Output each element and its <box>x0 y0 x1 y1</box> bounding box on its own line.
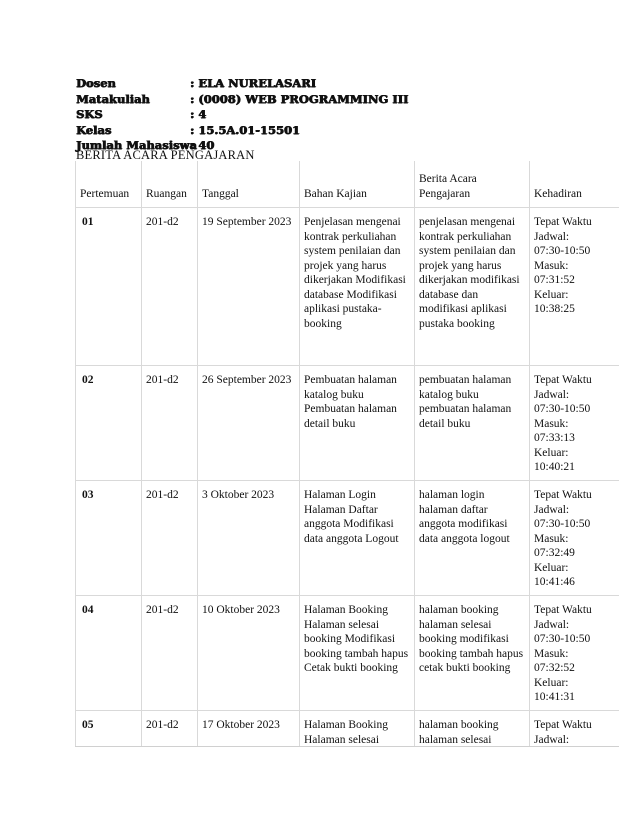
cell-bahan: Halaman Booking Halaman selesai <box>300 711 415 748</box>
cell-berita: halaman booking halaman selesai <box>415 711 530 748</box>
header-bahan-kajian: Bahan Kajian <box>300 161 415 208</box>
dosen-value: : ELA NURELASARI <box>190 76 317 90</box>
kehadiran-jadwal-label: Jadwal: <box>534 618 570 631</box>
cell-berita: penjelasan mengenai kontrak perkuliahan system penilaian dan projek yang harus dikerjakan modifikasi database dan modifikasi aplikasi pustaka booking <box>415 208 530 366</box>
page-title: BERITA ACARA PENGAJARAN <box>76 148 255 162</box>
header-ruangan: Ruangan <box>142 161 198 208</box>
kehadiran-masuk-label: Masuk: <box>534 532 569 545</box>
info-row-dosen <box>76 76 408 92</box>
kehadiran-status: Tepat Waktu <box>534 216 592 228</box>
kehadiran-masuk-label: Masuk: <box>534 417 569 430</box>
header-tanggal: Tanggal <box>198 161 300 208</box>
matakuliah-label: Matakuliah <box>76 91 150 106</box>
header-berita-line2: Pengajaran <box>419 187 471 200</box>
cell-pertemuan: 04 <box>76 596 142 711</box>
kehadiran-keluar-label: Keluar: <box>534 676 569 689</box>
table-row <box>76 208 620 366</box>
header-kehadiran: Kehadiran <box>530 161 620 208</box>
table-row <box>76 481 620 596</box>
header-berita-acara <box>415 161 530 208</box>
matakuliah-value: : (0008) WEB PROGRAMMING III <box>190 91 409 106</box>
dosen-label: Dosen <box>76 76 116 90</box>
kehadiran-keluar: 10:41:31 <box>534 691 575 703</box>
kehadiran-keluar: 10:41:46 <box>534 576 575 588</box>
info-row-sks <box>76 107 408 123</box>
cell-ruangan: 201-d2 <box>142 711 198 748</box>
attendance-table <box>75 161 619 747</box>
table-row <box>76 596 620 711</box>
cell-tanggal: 19 September 2023 <box>198 208 300 366</box>
cell-berita: pembuatan halaman katalog buku pembuatan halaman detail buku <box>415 366 530 481</box>
jumlah-value: : 40 <box>190 138 215 152</box>
cell-tanggal: 17 Oktober 2023 <box>198 711 300 748</box>
kehadiran-masuk: 07:31:52 <box>534 274 575 286</box>
cell-berita: halaman login halaman daftar anggota modifikasi data anggota logout <box>415 481 530 596</box>
cell-ruangan: 201-d2 <box>142 596 198 711</box>
kehadiran-status: Tepat Waktu <box>534 489 592 501</box>
jumlah-label: Jumlah Mahasiswa <box>76 138 197 152</box>
kelas-label: Kelas <box>76 122 112 137</box>
cell-bahan: Pembuatan halaman katalog buku Pembuatan halaman detail buku <box>300 366 415 481</box>
kehadiran-keluar-label: Keluar: <box>534 561 569 574</box>
kehadiran-masuk: 07:33:13 <box>534 432 575 444</box>
cell-bahan: Penjelasan mengenai kontrak perkuliahan system penilaian dan projek yang harus dikerjakan Modifikasi database Modifikasi aplikasi pustaka-booking <box>300 208 415 366</box>
kehadiran-keluar-label: Keluar: <box>534 288 569 301</box>
cell-pertemuan: 02 <box>76 366 142 481</box>
cell-kehadiran <box>530 711 620 748</box>
kehadiran-masuk-label: Masuk: <box>534 259 569 272</box>
table-row <box>76 366 620 481</box>
kehadiran-status: Tepat Waktu <box>534 719 592 731</box>
cell-bahan: Halaman Booking Halaman selesai booking Modifikasi booking tambah hapus Cetak bukti booking <box>300 596 415 711</box>
cell-kehadiran <box>530 481 620 596</box>
cell-ruangan: 201-d2 <box>142 481 198 596</box>
cell-kehadiran <box>530 366 620 481</box>
course-info <box>76 76 408 154</box>
kehadiran-masuk: 07:32:52 <box>534 662 575 674</box>
kehadiran-keluar: 10:38:25 <box>534 303 575 315</box>
cell-ruangan: 201-d2 <box>142 208 198 366</box>
kehadiran-jadwal: 07:30-10:50 <box>534 518 591 530</box>
kehadiran-keluar: 10:40:21 <box>534 461 575 473</box>
cell-berita: halaman booking halaman selesai booking modifikasi booking tambah hapus cetak bukti booking <box>415 596 530 711</box>
table-header-row <box>76 161 620 208</box>
info-row-kelas <box>76 123 408 139</box>
cell-tanggal: 26 September 2023 <box>198 366 300 481</box>
header-pertemuan: Pertemuan <box>76 161 142 208</box>
kehadiran-jadwal-label: Jadwal: <box>534 388 570 401</box>
kehadiran-masuk: 07:32:49 <box>534 547 575 559</box>
cell-tanggal: 10 Oktober 2023 <box>198 596 300 711</box>
kehadiran-jadwal: 07:30-10:50 <box>534 403 591 415</box>
kehadiran-status: Tepat Waktu <box>534 604 592 616</box>
header-berita-line1: Berita Acara <box>419 173 477 185</box>
cell-bahan: Halaman Login Halaman Daftar anggota Modifikasi data anggota Logout <box>300 481 415 596</box>
cell-pertemuan: 05 <box>76 711 142 748</box>
cell-kehadiran <box>530 208 620 366</box>
table-row <box>76 711 620 748</box>
kelas-value: : 15.5A.01-15501 <box>190 122 300 137</box>
kehadiran-jadwal-label: Jadwal: <box>534 230 570 243</box>
kehadiran-status: Tepat Waktu <box>534 374 592 386</box>
cell-pertemuan: 01 <box>76 208 142 366</box>
cell-kehadiran <box>530 596 620 711</box>
kehadiran-jadwal: 07:30-10:50 <box>534 633 591 645</box>
info-row-matakuliah <box>76 92 408 108</box>
cell-tanggal: 3 Oktober 2023 <box>198 481 300 596</box>
kehadiran-jadwal-label: Jadwal: <box>534 733 570 746</box>
sks-value: : 4 <box>190 107 207 121</box>
attendance-table-container <box>75 161 619 747</box>
kehadiran-keluar-label: Keluar: <box>534 446 569 459</box>
kehadiran-jadwal-label: Jadwal: <box>534 503 570 516</box>
sks-label: SKS <box>76 107 103 121</box>
cell-ruangan: 201-d2 <box>142 366 198 481</box>
kehadiran-masuk-label: Masuk: <box>534 647 569 660</box>
kehadiran-jadwal: 07:30-10:50 <box>534 245 591 257</box>
cell-pertemuan: 03 <box>76 481 142 596</box>
